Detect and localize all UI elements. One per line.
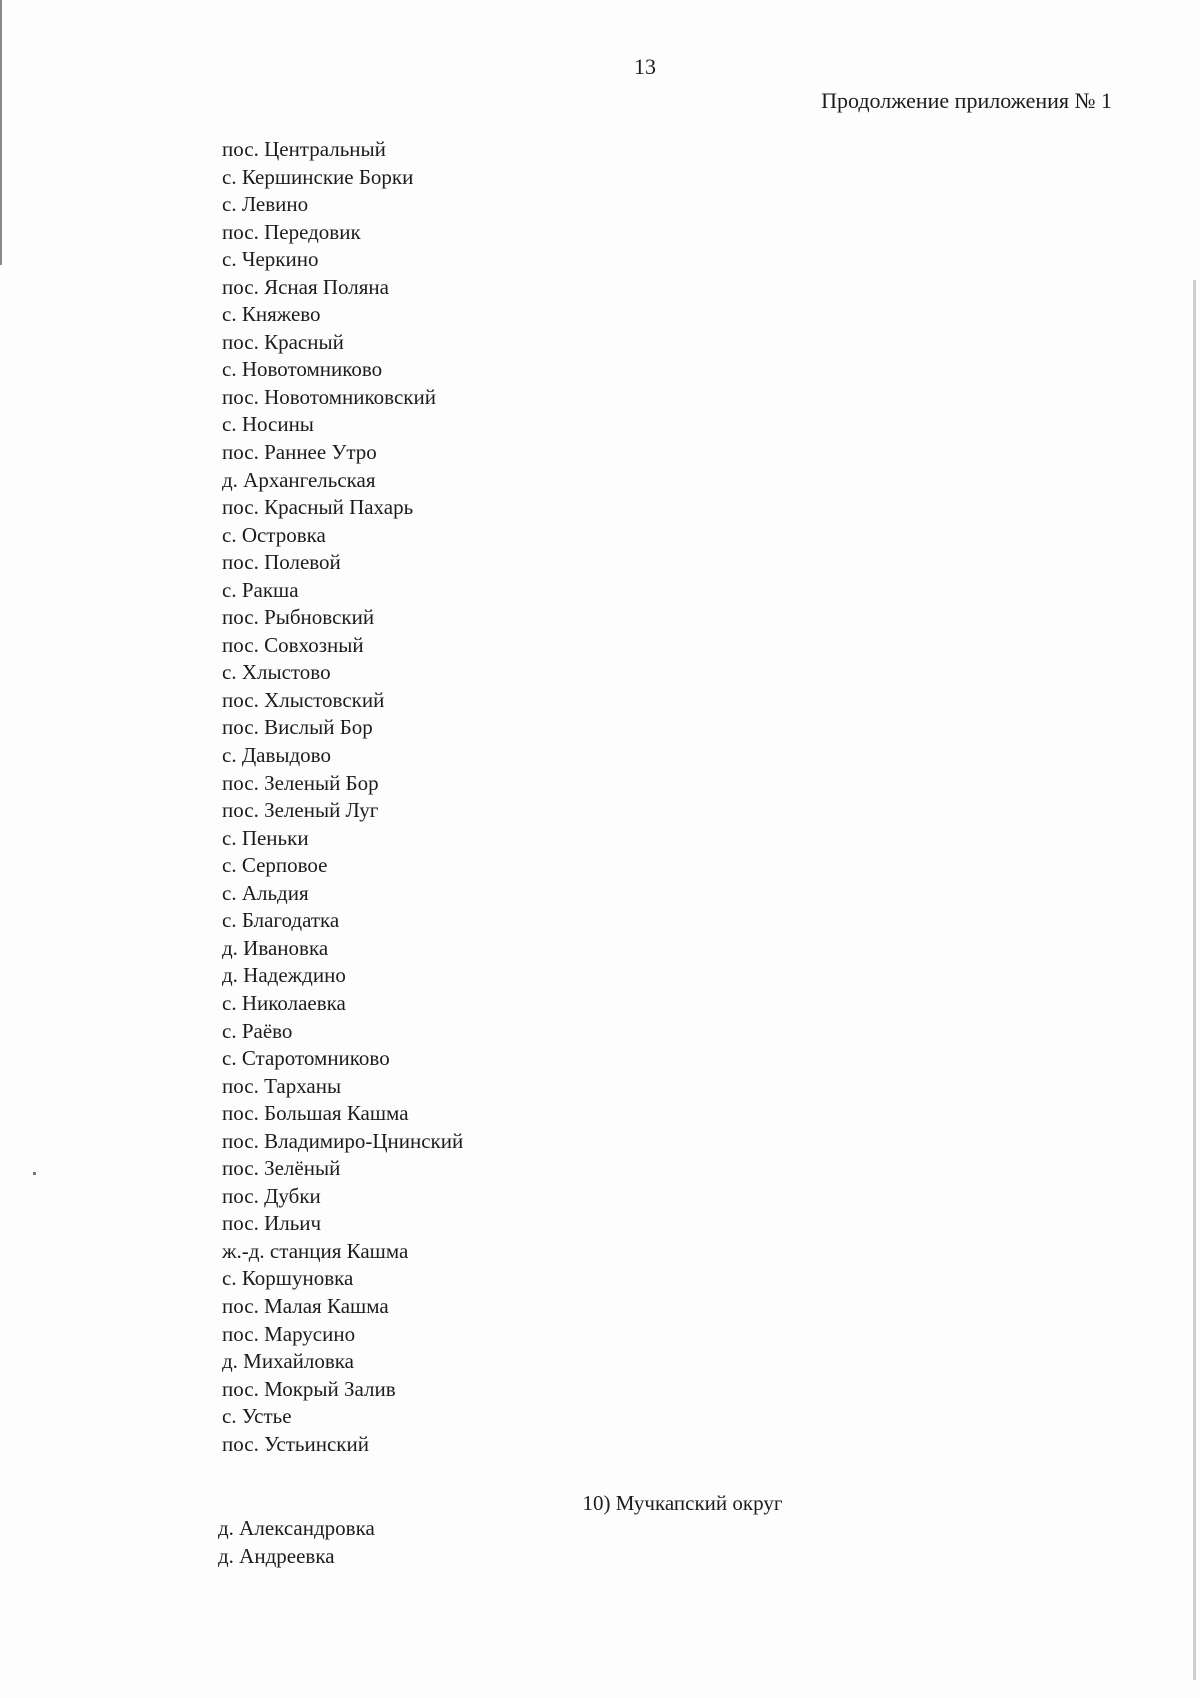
list-item: пос. Вислый Бор — [222, 715, 373, 740]
list-item: с. Кершинские Борки — [222, 164, 414, 189]
list-item: пос. Большая Кашма — [222, 1101, 409, 1126]
list-item: с. Благодатка — [222, 908, 340, 933]
list-item: ж.-д. станция Кашма — [222, 1238, 409, 1263]
settlement-list — [222, 136, 463, 1458]
list-item: пос. Ясная Поляна — [222, 274, 389, 299]
list-item: пос. Устьинский — [222, 1431, 369, 1456]
list-item: с. Устье — [222, 1404, 292, 1429]
list-item: с. Раёво — [222, 1018, 293, 1043]
list-item: с. Альдия — [222, 880, 309, 905]
list-item: с. Черкино — [222, 247, 319, 272]
list-item: пос. Зелёный — [222, 1156, 341, 1181]
scan-edge-right — [1193, 280, 1196, 1680]
list-item: д. Александровка — [218, 1516, 375, 1540]
list-item: пос. Красный — [222, 329, 344, 354]
list-item: д. Андреевка — [218, 1543, 335, 1568]
scan-edge-left — [0, 0, 2, 265]
list-item: д. Надеждино — [222, 963, 346, 988]
list-item: с. Новотомниково — [222, 357, 383, 382]
list-item: с. Княжево — [222, 302, 321, 327]
list-item: пос. Совхозный — [222, 632, 364, 657]
list-item: пос. Мокрый Залив — [222, 1376, 396, 1401]
section-settlement-list — [218, 1515, 375, 1570]
list-item: пос. Зеленый Луг — [222, 798, 379, 823]
list-item: с. Давыдово — [222, 743, 331, 768]
page-number: 13 — [634, 54, 656, 79]
list-item: пос. Ильич — [222, 1211, 322, 1236]
list-item: с. Пеньки — [222, 825, 309, 850]
list-item: с. Старотомниково — [222, 1046, 390, 1071]
list-item: с. Левино — [222, 192, 309, 217]
list-item: пос. Зеленый Бор — [222, 770, 379, 795]
list-item: д. Архангельская — [222, 467, 376, 492]
list-item: д. Михайловка — [222, 1349, 354, 1374]
list-item: с. Хлыстово — [222, 660, 331, 685]
list-item: с. Серповое — [222, 853, 328, 878]
list-item: пос. Полевой — [222, 550, 341, 575]
list-item: пос. Рыбновский — [222, 605, 375, 630]
list-item: пос. Марусино — [222, 1321, 356, 1346]
list-item: пос. Малая Кашма — [222, 1293, 389, 1318]
list-item: с. Николаевка — [222, 990, 346, 1015]
appendix-header: Продолжение приложения № 1 — [821, 88, 1112, 113]
list-item: пос. Хлыстовский — [222, 687, 385, 712]
list-item: д. Ивановка — [222, 935, 329, 960]
list-item: пос. Передовик — [222, 219, 361, 244]
list-item: с. Носины — [222, 412, 314, 437]
list-item: пос. Раннее Утро — [222, 440, 377, 465]
list-item: пос. Новотомниковский — [222, 384, 436, 409]
list-item: пос. Красный Пахарь — [222, 495, 414, 520]
section-title: 10) Мучкапский округ — [582, 1491, 783, 1515]
list-item: пос. Дубки — [222, 1183, 321, 1208]
scan-speck — [33, 1172, 36, 1175]
list-item: с. Ракша — [222, 577, 299, 602]
list-item: пос. Владимиро-Цнинский — [222, 1128, 464, 1153]
list-item: с. Островка — [222, 522, 326, 547]
list-item: пос. Центральный — [222, 137, 386, 161]
list-item: пос. Тарханы — [222, 1073, 342, 1098]
list-item: с. Коршуновка — [222, 1266, 354, 1291]
